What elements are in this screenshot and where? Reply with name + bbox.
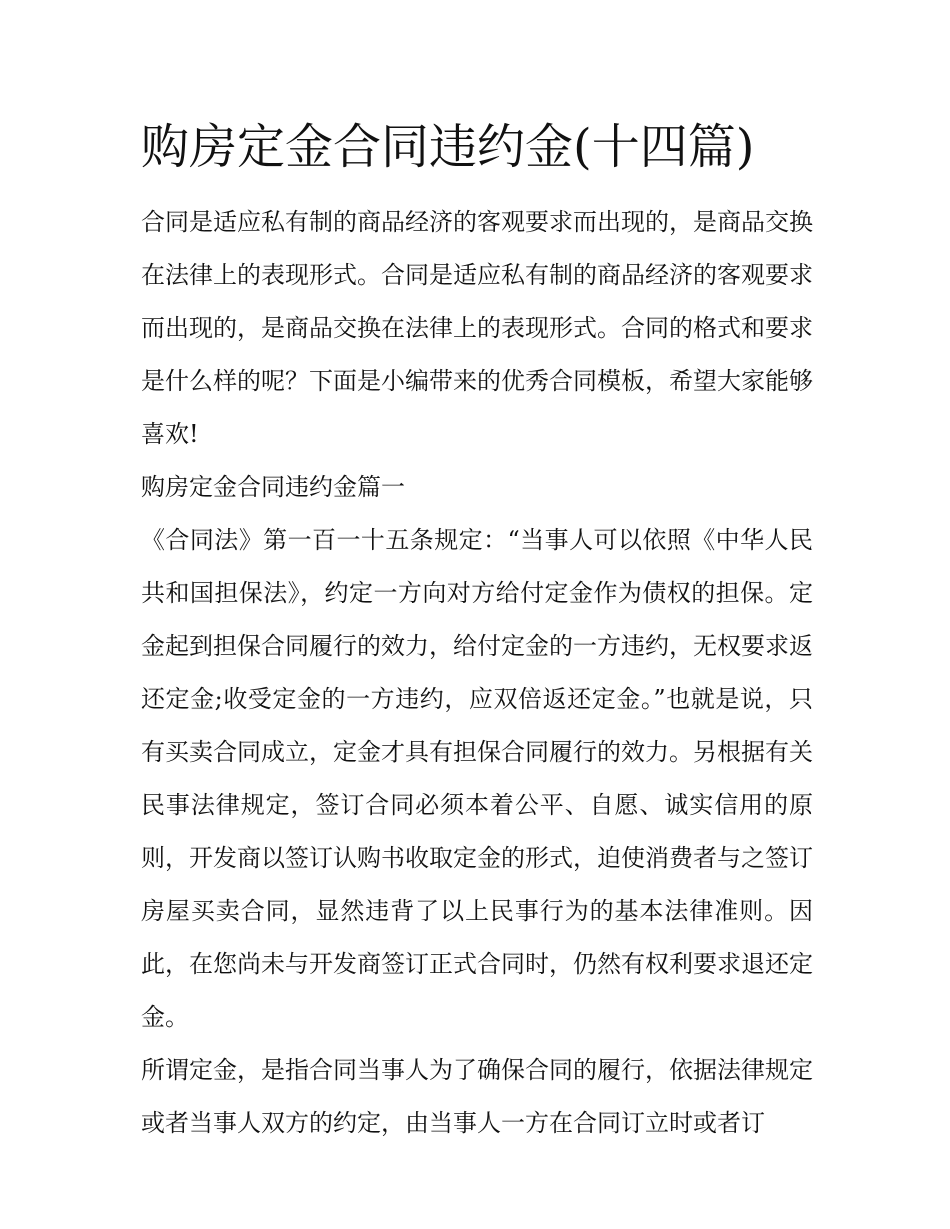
- section-heading: 购房定金合同违约金篇一: [141, 473, 405, 501]
- document-title: 购房定金合同违约金(十四篇): [141, 119, 755, 175]
- law-paragraph: 《合同法》第一百一十五条规定：“当事人可以依照《中华人民共和国担保法》，约定一方向对方给付定金作为债权的担保。定金起到担保合同履行的效力，给付定金的一方违约，无权要求返还定金;收受定金的一方违约，应双倍返还定金。”也就是说，只有买卖合同成立，定金才具有担保合同履行的效力。另根据有关民事法律规定，签订合同必须本着公平、自愿、诚实信用的原则，开发商以签订认购书收取定金的形式，迫使消费者与之签订房屋买卖合同，显然违背了以上民事行为的基本法律准则。因此，在您尚未与开发商签订正式合同时，仍然有权利要求退还定金。: [141, 526, 813, 1031]
- document-body: [141, 112, 813, 1150]
- intro-paragraph: 合同是适应私有制的商品经济的客观要求而出现的，是商品交换在法律上的表现形式。合同是适应私有制的商品经济的客观要求而出现的，是商品交换在法律上的表现形式。合同的格式和要求是什么样的呢？下面是小编带来的优秀合同模板，希望大家能够喜欢!: [141, 208, 813, 448]
- definition-paragraph: 所谓定金，是指合同当事人为了确保合同的履行，依据法律规定或者当事人双方的约定，由当事人一方在合同订立时或者订: [141, 1056, 813, 1137]
